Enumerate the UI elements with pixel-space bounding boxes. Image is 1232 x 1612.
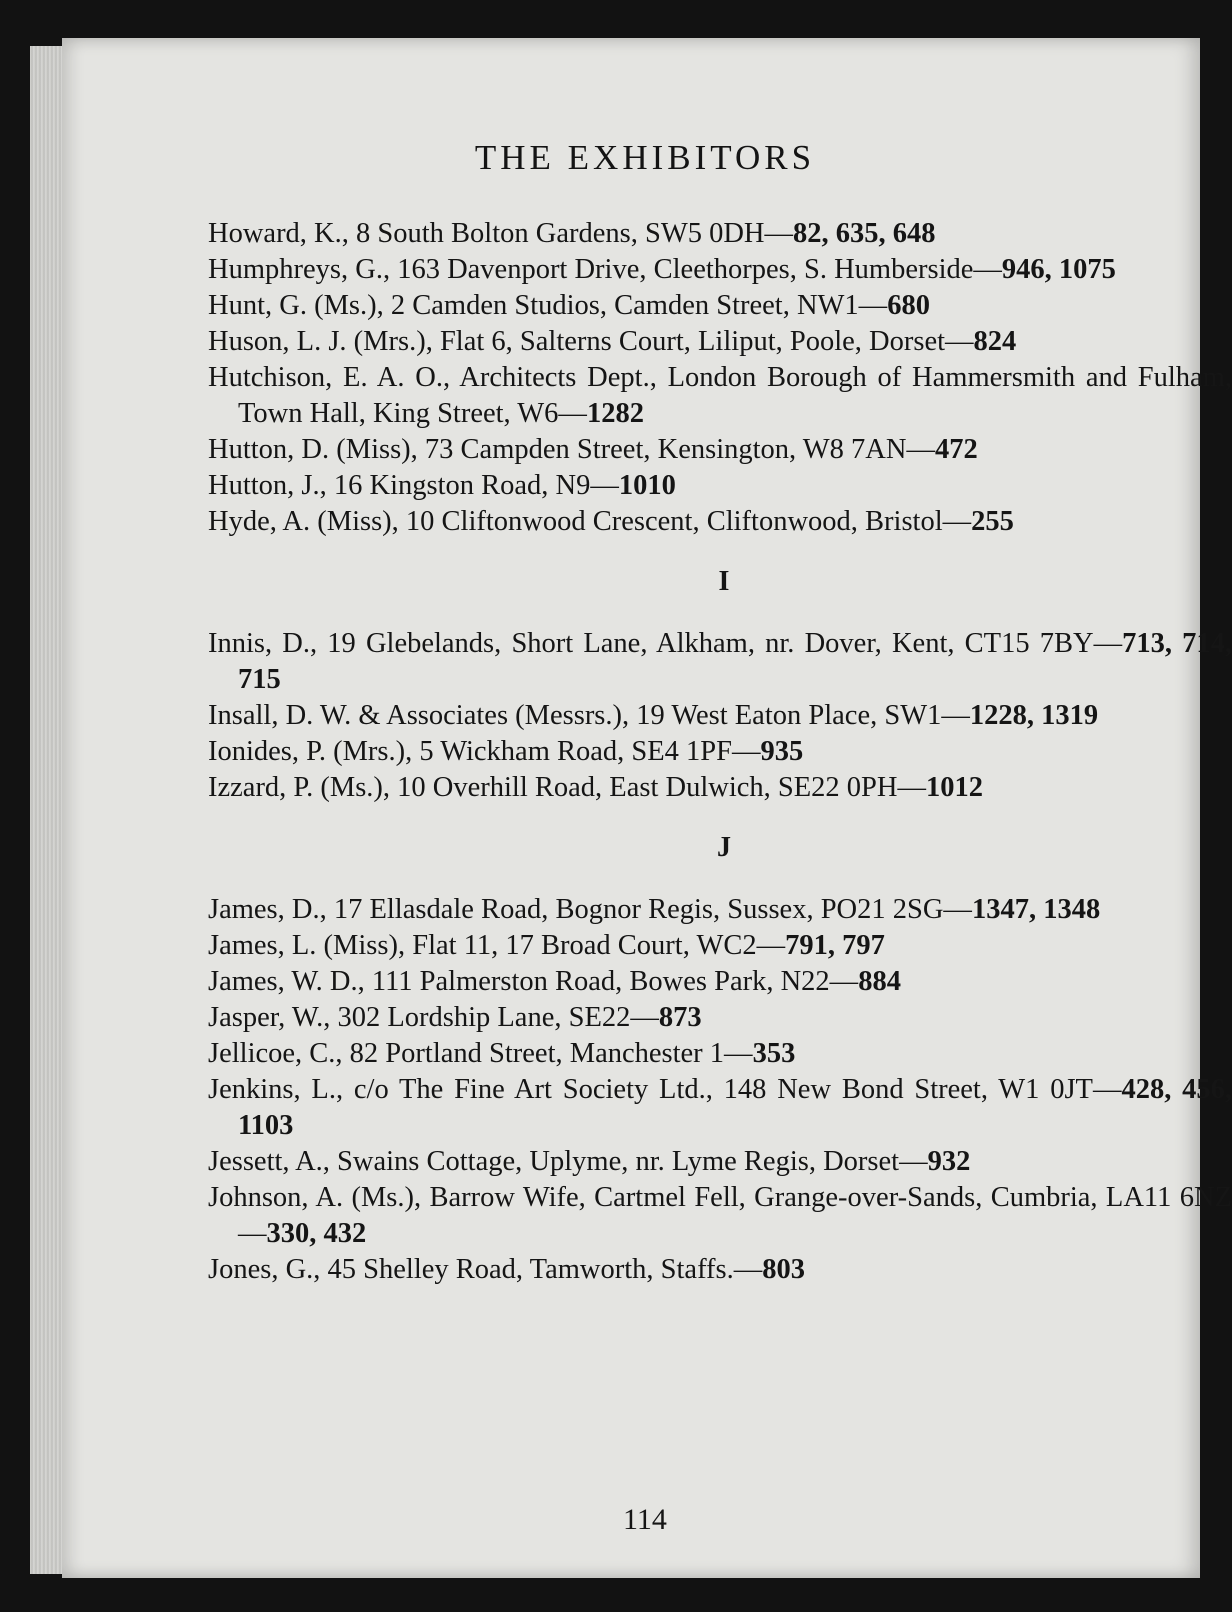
exhibitor-entry <box>208 504 1232 540</box>
exhibitor-entry <box>208 1036 1232 1072</box>
entry-address: Jones, G., 45 Shelley Road, Tamworth, Staffs.— <box>208 1254 763 1285</box>
entry-address: James, W. D., 111 Palmerston Road, Bowes Park, N22— <box>208 966 859 997</box>
exhibitor-entry <box>208 892 1232 928</box>
entry-address: Jenkins, L., c/o The Fine Art Society Ltd., 148 New Bond Street, W1 0JT— <box>208 1074 1122 1105</box>
exhibitor-entry <box>208 698 1232 734</box>
exhibitor-entry <box>208 964 1232 1000</box>
entry-address: Humphreys, G., 163 Davenport Drive, Cleethorpes, S. Humberside— <box>208 254 1002 285</box>
exhibitor-entry <box>208 1072 1232 1144</box>
exhibitor-entry <box>208 324 1232 360</box>
entry-catalogue-numbers: 353 <box>752 1038 796 1069</box>
entry-address: Howard, K., 8 South Bolton Gardens, SW5 0DH— <box>208 218 794 249</box>
entry-address: Johnson, A. (Ms.), Barrow Wife, Cartmel Fell, Grange-over-Sands, Cumbria, LA11 6NZ— <box>208 1182 1232 1249</box>
entry-catalogue-numbers: 1347, 1348 <box>971 894 1101 925</box>
exhibitor-entry <box>208 1144 1232 1180</box>
entry-catalogue-numbers: 1228, 1319 <box>969 700 1099 731</box>
entry-catalogue-numbers: 935 <box>760 736 804 767</box>
entry-address: James, L. (Miss), Flat 11, 17 Broad Court, WC2— <box>208 930 786 961</box>
entry-address: Hunt, G. (Ms.), 2 Camden Studios, Camden Street, NW1— <box>208 290 888 321</box>
entry-address: Hutton, D. (Miss), 73 Campden Street, Kensington, W8 7AN— <box>208 434 935 465</box>
entry-address: Jasper, W., 302 Lordship Lane, SE22— <box>208 1002 659 1033</box>
exhibitor-entry <box>208 734 1232 770</box>
entry-catalogue-numbers: 873 <box>658 1002 702 1033</box>
page-number: 114 <box>623 1503 667 1536</box>
entry-address: James, D., 17 Ellasdale Road, Bognor Regis, Sussex, PO21 2SG— <box>208 894 972 925</box>
entry-address: Hutchison, E. A. O., Architects Dept., London Borough of Hammersmith and Fulham, Town Hall, King Street, W6— <box>208 362 1232 429</box>
entry-address: Innis, D., 19 Glebelands, Short Lane, Alkham, nr. Dover, Kent, CT15 7BY— <box>208 628 1123 659</box>
entry-address: Huson, L. J. (Mrs.), Flat 6, Salterns Court, Liliput, Poole, Dorset— <box>208 326 974 357</box>
exhibitor-entry <box>208 928 1232 964</box>
exhibitor-entry <box>208 432 1232 468</box>
exhibitor-entry <box>208 288 1232 324</box>
book-page <box>62 38 1232 1578</box>
exhibitor-entry <box>208 360 1232 432</box>
entry-catalogue-numbers: 472 <box>934 434 978 465</box>
entry-address: Jellicoe, C., 82 Portland Street, Manchester 1— <box>208 1038 753 1069</box>
exhibitor-entry <box>208 468 1232 504</box>
entry-catalogue-numbers: 680 <box>887 290 930 321</box>
entry-catalogue-numbers: 932 <box>927 1146 971 1177</box>
entry-catalogue-numbers: 1012 <box>925 772 983 803</box>
entry-catalogue-numbers: 1010 <box>618 470 676 501</box>
exhibitor-entry <box>208 1000 1232 1036</box>
exhibitor-entry <box>208 216 1232 252</box>
entry-address: Izzard, P. (Ms.), 10 Overhill Road, East Dulwich, SE22 0PH— <box>208 772 926 803</box>
exhibitor-entry <box>208 770 1232 806</box>
entry-catalogue-numbers: 330, 432 <box>266 1218 367 1249</box>
page-title: THE EXHIBITORS <box>474 138 816 177</box>
entry-catalogue-numbers: 884 <box>858 966 901 997</box>
entry-catalogue-numbers: 428, 456, 1103 <box>238 1074 1232 1141</box>
letter-heading-i: I <box>718 566 730 597</box>
entry-address: Ionides, P. (Mrs.), 5 Wickham Road, SE4 1PF— <box>208 736 761 767</box>
entry-address: Insall, D. W. & Associates (Messrs.), 19 West Eaton Place, SW1— <box>208 700 970 731</box>
entry-address: Jessett, A., Swains Cottage, Uplyme, nr. Lyme Regis, Dorset— <box>208 1146 928 1177</box>
letter-heading-j: J <box>717 832 731 863</box>
entry-catalogue-numbers: 255 <box>971 506 1014 537</box>
exhibitor-entry <box>208 1180 1232 1252</box>
entry-catalogue-numbers: 713, 714, 715 <box>238 628 1232 695</box>
exhibitor-list <box>208 216 1232 1288</box>
entry-address: Hyde, A. (Miss), 10 Cliftonwood Crescent, Cliftonwood, Bristol— <box>208 506 972 537</box>
entry-catalogue-numbers: 82, 635, 648 <box>793 218 936 249</box>
entry-address: Hutton, J., 16 Kingston Road, N9— <box>208 470 619 501</box>
entry-catalogue-numbers: 1282 <box>586 398 644 429</box>
entry-catalogue-numbers: 824 <box>973 326 1017 357</box>
entry-catalogue-numbers: 803 <box>762 1254 805 1285</box>
exhibitor-entry <box>208 626 1232 698</box>
exhibitor-entry <box>208 252 1232 288</box>
entry-catalogue-numbers: 791, 797 <box>785 930 885 961</box>
exhibitor-entry <box>208 1252 1232 1288</box>
entry-catalogue-numbers: 946, 1075 <box>1001 254 1116 285</box>
